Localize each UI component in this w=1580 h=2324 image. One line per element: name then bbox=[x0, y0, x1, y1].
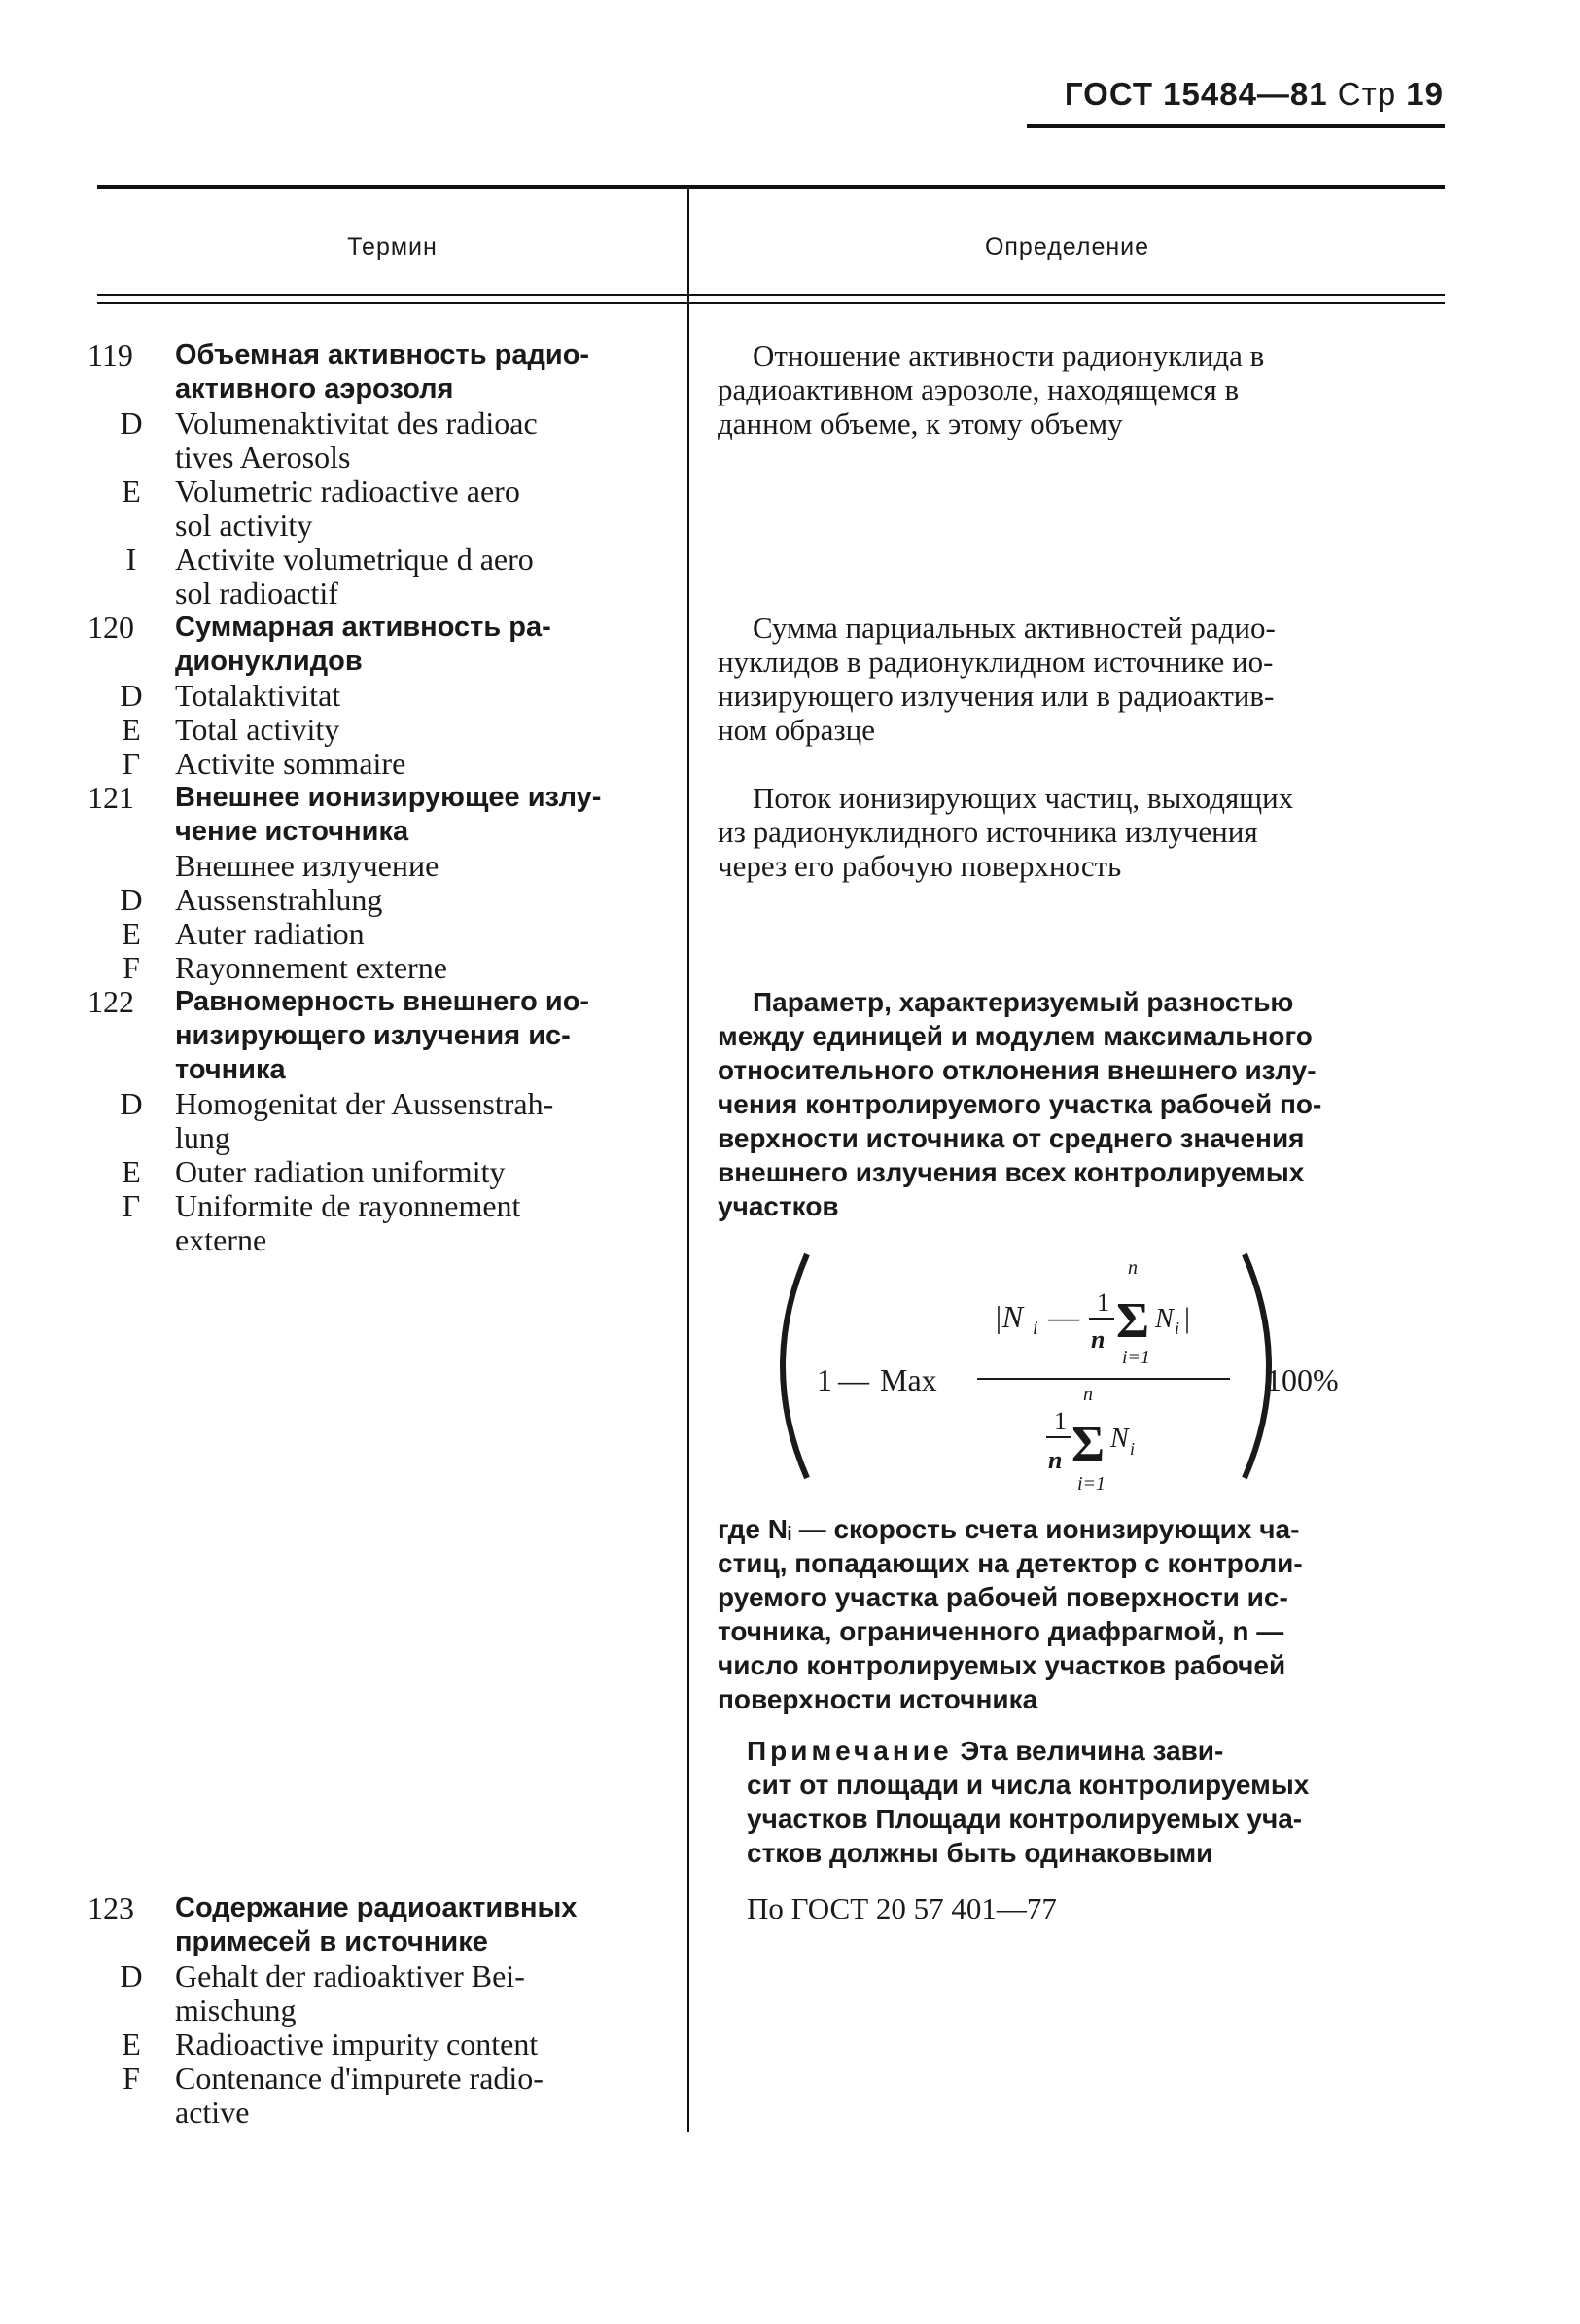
translation-line: Radioactive impurity content bbox=[175, 2026, 539, 2061]
lang-code: D bbox=[120, 1958, 143, 1993]
term-title-line: активного аэрозоля bbox=[175, 373, 454, 405]
denom-frac-one: 1 bbox=[1054, 1407, 1067, 1435]
term-entry-123 bbox=[88, 1891, 661, 2130]
denom-sum-lower: i=1 bbox=[1077, 1473, 1106, 1495]
definition-line: низирующего излучения или в радиоактив- bbox=[718, 679, 1275, 713]
definition-122 bbox=[718, 985, 1437, 1223]
term-number: 122 bbox=[88, 984, 134, 1019]
lang-code: D bbox=[120, 1086, 143, 1121]
definition-line: между единицей и модулем максимального bbox=[718, 1021, 1313, 1051]
term-title-line: дионуклидов bbox=[175, 646, 363, 677]
definition-line: через его рабочую поверхность bbox=[718, 849, 1122, 883]
formula-one: 1 bbox=[817, 1362, 832, 1397]
formula-percent: 100% bbox=[1266, 1362, 1339, 1397]
translation-line: Uniformite de rayonnement bbox=[175, 1188, 521, 1223]
term-entry-121 bbox=[88, 781, 661, 985]
translation-line: Auter radiation bbox=[175, 916, 365, 951]
definition-line: из радионуклидного источника излучения bbox=[718, 815, 1258, 849]
abs-bar: | bbox=[1184, 1302, 1191, 1334]
lang-code: E bbox=[122, 474, 141, 509]
lang-code: D bbox=[120, 882, 143, 917]
translation-line: externe bbox=[175, 1222, 267, 1257]
term-title-line: чение источника bbox=[175, 816, 409, 847]
lang-code: Г bbox=[122, 1188, 141, 1223]
left-paren bbox=[783, 1254, 807, 1478]
lang-code: E bbox=[122, 2026, 141, 2061]
lang-code: D bbox=[120, 678, 143, 713]
inner-frac-n: n bbox=[1091, 1325, 1106, 1354]
definition-line: Отношение активности радионуклида в bbox=[753, 338, 1265, 372]
where-line: руемого участка рабочей поверхности ис- bbox=[718, 1582, 1288, 1612]
sum-upper-limit: n bbox=[1128, 1257, 1138, 1279]
lang-code: E bbox=[122, 712, 141, 747]
sum-sign: Σ bbox=[1116, 1293, 1149, 1349]
definition-line: Сумма парциальных активностей радио- bbox=[753, 611, 1276, 645]
definition-line: Поток ионизирующих частиц, выходящих bbox=[753, 781, 1294, 815]
translation-line: Outer radiation uniformity bbox=[175, 1154, 506, 1189]
term-title-line: Объемная активность радио- bbox=[175, 339, 590, 370]
translation-line: lung bbox=[175, 1120, 230, 1155]
column-header-definition: Определение bbox=[984, 233, 1150, 261]
definition-line: По ГОСТ 20 57 401—77 bbox=[747, 1891, 1057, 1925]
sum-lower-limit: i=1 bbox=[1122, 1347, 1151, 1368]
term-title-line: Суммарная активность ра- bbox=[175, 612, 551, 643]
translation-line: Gehalt der radioaktiver Bei- bbox=[175, 1958, 525, 1993]
note-line: участков Площади контролируемых уча- bbox=[747, 1804, 1303, 1834]
definition-line: внешнего излучения всех контролируемых bbox=[718, 1157, 1305, 1187]
column-header-term: Термин bbox=[347, 233, 438, 261]
lang-code: E bbox=[122, 916, 141, 951]
term-title-line: Внешнее ионизирующее излу- bbox=[175, 782, 602, 813]
lang-code: E bbox=[122, 1154, 141, 1189]
term-title-line: Равномерность внешнего ио- bbox=[175, 986, 590, 1017]
term-number: 123 bbox=[88, 1890, 134, 1925]
formula-explanation bbox=[718, 1512, 1437, 1716]
translation-line: Volumenaktivitat des radioac bbox=[175, 405, 538, 440]
table-top-rule bbox=[97, 185, 1445, 189]
definition-line: ном образце bbox=[718, 713, 875, 747]
note-label: Примечание bbox=[747, 1736, 953, 1766]
translation-line: Totalaktivitat bbox=[175, 678, 341, 713]
note-line: стков должны быть одинаковыми bbox=[747, 1838, 1213, 1868]
note-block bbox=[747, 1734, 1437, 1870]
formula-minus: — bbox=[838, 1362, 869, 1397]
definition-line: верхности источника от среднего значения bbox=[718, 1123, 1305, 1153]
term-number: 120 bbox=[88, 610, 134, 645]
definition-line: данном объеме, к этому объему bbox=[718, 406, 1123, 440]
translation-line: sol radioactif bbox=[175, 576, 338, 611]
translation-line: Aussenstrahlung bbox=[175, 882, 383, 917]
column-divider bbox=[687, 188, 689, 2132]
translation-line: sol activity bbox=[175, 508, 313, 543]
translation-line: Rayonnement externe bbox=[175, 950, 447, 985]
lang-code: Г bbox=[122, 746, 141, 781]
denom-sum-upper: n bbox=[1083, 1384, 1093, 1405]
page-number: 19 bbox=[1406, 76, 1444, 112]
lang-code: D bbox=[120, 405, 143, 440]
translation-line: Total activity bbox=[175, 712, 340, 747]
term-title-line: Содержание радиоактивных bbox=[175, 1892, 578, 1923]
term-entry-119 bbox=[88, 338, 661, 611]
translation-line: Volumetric radioactive aero bbox=[175, 474, 520, 509]
standard-code: ГОСТ 15484—81 bbox=[1064, 76, 1328, 112]
page-header bbox=[1065, 76, 1444, 113]
header-divider-rule bbox=[97, 294, 1445, 296]
denom-sum-sign: Σ bbox=[1071, 1417, 1105, 1472]
inner-frac-one: 1 bbox=[1097, 1288, 1109, 1317]
definition-line: относительного отклонения внешнего излу- bbox=[718, 1055, 1317, 1085]
denom-ni: N bbox=[1110, 1424, 1129, 1454]
definition-line: нуклидов в радионуклидном источнике ио- bbox=[718, 645, 1274, 679]
term-number: 121 bbox=[88, 780, 134, 815]
definition-line: Параметр, характеризуемый разностью bbox=[753, 987, 1294, 1017]
where-line: где Nᵢ — скорость счета ионизирующих ча- bbox=[718, 1514, 1300, 1544]
translation-line: Activite sommaire bbox=[175, 746, 406, 781]
term-title-line: низирующего излучения ис- bbox=[175, 1020, 571, 1051]
translation-line: Contenance d'impurete radio- bbox=[175, 2060, 544, 2095]
formula-max: Max bbox=[880, 1362, 937, 1397]
term-entry-120 bbox=[88, 611, 661, 781]
definition-119 bbox=[718, 338, 1437, 440]
definition-120 bbox=[718, 611, 1437, 747]
definition-123 bbox=[747, 1891, 1466, 1925]
sum-ni: N bbox=[1155, 1304, 1174, 1334]
translation-line: Homogenitat der Aussenstrah- bbox=[175, 1086, 554, 1121]
definition-121 bbox=[718, 781, 1437, 883]
denom-frac-n: n bbox=[1048, 1446, 1063, 1474]
term-synonym: Внешнее излучение bbox=[175, 848, 439, 883]
lang-code: I bbox=[125, 542, 137, 577]
denom-ni-sub: i bbox=[1130, 1439, 1136, 1459]
definition-line: чения контролируемого участка рабочей по- bbox=[718, 1089, 1322, 1119]
where-line: точника, ограниченного диафрагмой, n — bbox=[718, 1616, 1284, 1646]
definition-line: участков bbox=[718, 1191, 839, 1221]
note-line: Эта величина зави- bbox=[960, 1736, 1224, 1766]
term-number: 119 bbox=[88, 337, 133, 372]
lang-code: F bbox=[123, 950, 140, 985]
where-line: поверхности источника bbox=[718, 1684, 1038, 1714]
translation-line: tives Aerosols bbox=[175, 440, 351, 475]
definition-line: радиоактивном аэрозоле, находящемся в bbox=[718, 372, 1240, 406]
where-line: число контролируемых участков рабочей bbox=[718, 1650, 1286, 1680]
header-rule bbox=[1027, 124, 1445, 128]
translation-line: active bbox=[175, 2095, 250, 2130]
numerator-minus: — bbox=[1048, 1299, 1079, 1334]
term-title-line: примесей в источнике bbox=[175, 1926, 488, 1957]
note-line: сит от площади и числа контролируемых bbox=[747, 1770, 1310, 1800]
page-label: Стр bbox=[1337, 76, 1397, 112]
where-line: стиц, попадающих на детектор с контроли- bbox=[718, 1548, 1303, 1578]
translation-line: mischung bbox=[175, 1992, 297, 2027]
numerator-ni: |N bbox=[994, 1299, 1024, 1334]
sum-ni-sub: i bbox=[1175, 1319, 1180, 1338]
uniformity-formula bbox=[768, 1235, 1410, 1497]
translation-line: Activite volumetrique d aero bbox=[175, 542, 534, 577]
lang-code: F bbox=[123, 2060, 140, 2095]
term-entry-122 bbox=[88, 985, 661, 1257]
term-title-line: точника bbox=[175, 1054, 286, 1085]
subscript-i: i bbox=[1033, 1318, 1038, 1339]
header-divider-rule-double bbox=[97, 302, 1445, 304]
